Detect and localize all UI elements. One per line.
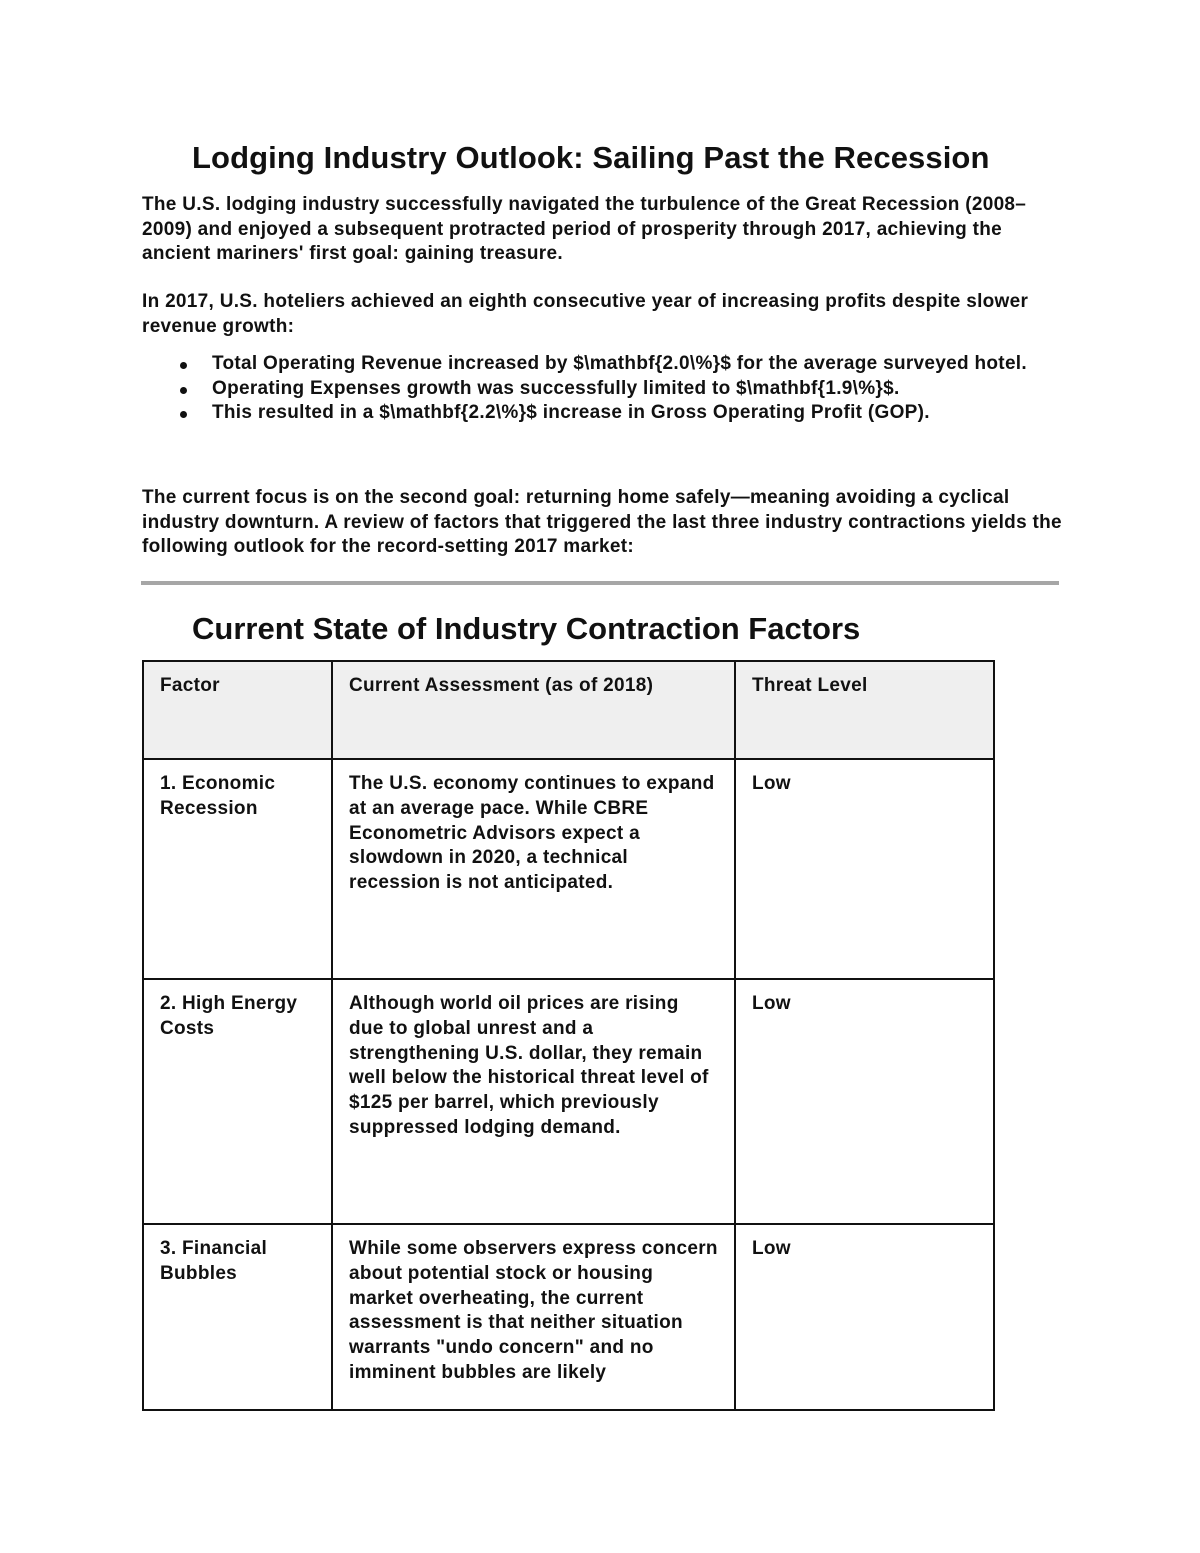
- column-header-assessment: Current Assessment (as of 2018): [332, 661, 735, 759]
- table-header-row: [143, 661, 994, 759]
- assessment-cell: The U.S. economy continues to expand at an average pace. While CBRE Econometric Advisors expect a slowdown in 2020, a technical recession is not anticipated.: [332, 759, 735, 979]
- table-row: [143, 759, 994, 979]
- profits-paragraph: In 2017, U.S. hoteliers achieved an eighth consecutive year of increasing profits despite slower revenue growth:: [142, 291, 1029, 337]
- bullet-icon: [180, 362, 187, 369]
- list-item-text: Operating Expenses growth was successfully limited to $\mathbf{1.9\%}$.: [212, 377, 900, 399]
- contraction-factors-table: [142, 660, 995, 1411]
- document-title: Lodging Industry Outlook: Sailing Past the Recession: [192, 140, 990, 175]
- list-item-text: Total Operating Revenue increased by $\mathbf{2.0\%}$ for the average surveyed hotel.: [212, 353, 1027, 374]
- factor-cell: 2. High Energy Costs: [143, 979, 332, 1224]
- focus-paragraph: The current focus is on the second goal: returning home safely—meaning avoiding a cyclical industry downturn. A review of factors that triggered the last three industry contractions yields the following outlook for the record-setting 2017 market:: [142, 487, 1062, 557]
- column-header-threat-level: Threat Level: [735, 661, 994, 759]
- assessment-cell: Although world oil prices are rising due to global unrest and a strengthening U.S. dollar, they remain well below the historical threat level of $125 per barrel, which previously suppressed lodging demand.: [332, 979, 735, 1224]
- section-title: Current State of Industry Contraction Factors: [192, 611, 861, 646]
- results-list: [142, 352, 1072, 426]
- column-header-factor: Factor: [143, 661, 332, 759]
- threat-level-cell: Low: [735, 979, 994, 1224]
- list-item: [142, 401, 1072, 426]
- threat-level-cell: Low: [735, 759, 994, 979]
- table-row: [143, 1224, 994, 1410]
- list-item: [142, 352, 1072, 377]
- intro-paragraph: The U.S. lodging industry successfully navigated the turbulence of the Great Recession (2008–2009) and enjoyed a subsequent protracted period of prosperity through 2017, achieving the ancient mariners' first goal: gaining treasure.: [142, 194, 1027, 264]
- threat-level-cell: Low: [735, 1224, 994, 1410]
- factor-cell: 3. Financial Bubbles: [143, 1224, 332, 1410]
- bullet-icon: [180, 411, 187, 418]
- section-divider: [141, 581, 1059, 585]
- bullet-icon: [180, 387, 187, 394]
- table-row: [143, 979, 994, 1224]
- factor-cell: 1. Economic Recession: [143, 759, 332, 979]
- list-item-text: This resulted in a $\mathbf{2.2\%}$ increase in Gross Operating Profit (GOP).: [212, 402, 930, 423]
- list-item: [142, 377, 1072, 402]
- assessment-cell: While some observers express concern about potential stock or housing market overheating, the current assessment is that neither situation warrants "undo concern" and no imminent bubbles are likely: [332, 1224, 735, 1410]
